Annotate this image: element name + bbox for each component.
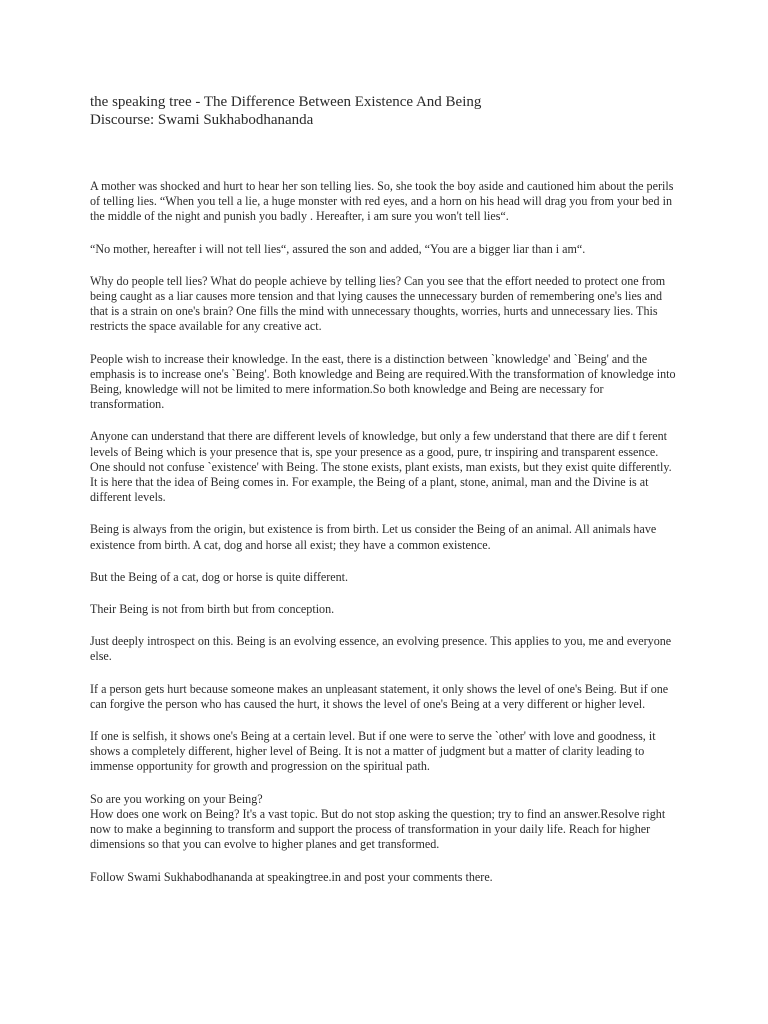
paragraph-7: But the Being of a cat, dog or horse is quite different. — [90, 569, 349, 584]
document-title: the speaking tree - The Difference Between Existence And Being — [90, 94, 482, 110]
paragraph-13: How does one work on Being? It's a vast topic. But do not stop asking the question; try to find an answer.Resolve right now to make a beginning to transform and support the process of transformation in your daily life. Reach for higher dimensions so that you can evolve to higher planes and get transformed. — [90, 806, 666, 852]
document-body — [90, 179, 680, 885]
paragraph-4: People wish to increase their knowledge. In the east, there is a distinction between `knowledge' and `Being' and the emphasis is to increase one's `Being'. Both knowledge and Being are required.With the transformation of knowledge into Being, knowledge will not be limited to mere information.So both knowledge and Being are necessary for transformation. — [90, 351, 676, 412]
document-heading — [90, 93, 680, 129]
paragraph-14: Follow Swami Sukhabodhananda at speakingtree.in and post your comments there. — [90, 869, 493, 884]
paragraph-11: If one is selfish, it shows one's Being at a certain level. But if one were to serve the `other' with love and goodness, it shows a completely different, higher level of Being. It is not a matter of judgment but a matter of clarity leading to immense opportunity for growth and progression on the spiritual path. — [90, 729, 656, 774]
document-page — [90, 93, 680, 902]
paragraph-1: A mother was shocked and hurt to hear her son telling lies. So, she took the boy aside and cautioned him about the perils of telling lies. “When you tell a lie, a huge monster with red eyes, and a horn on his head will drag you from your bed in the middle of the night and punish you badly . Hereafter, i am sure you won't tell lies“. — [90, 179, 674, 224]
paragraph-8: Their Being is not from birth but from conception. — [90, 602, 335, 617]
paragraph-9: Just deeply introspect on this. Being is an evolving essence, an evolving presence. This applies to you, me and everyone else. — [90, 634, 672, 664]
paragraph-6: Being is always from the origin, but existence is from birth. Let us consider the Being of an animal. All animals have existence from birth. A cat, dog and horse all exist; they have a common existence. — [90, 522, 657, 552]
paragraph-2: “No mother, hereafter i will not tell lies“, assured the son and added, “You are a bigger liar than i am“. — [90, 241, 586, 256]
paragraph-3: Why do people tell lies? What do people achieve by telling lies? Can you see that the effort needed to protect one from being caught as a liar causes more tension and that lying causes the unnecessary burden of remembering one's lies and that is a strain on one's brain? One fills the mind with unnecessary thoughts, worries, hurts and unnecessary lies. This restricts the space available for any creative act. — [90, 273, 666, 334]
paragraph-12: So are you working on your Being? — [90, 791, 263, 806]
document-author: Discourse: Swami Sukhabodhananda — [90, 112, 314, 128]
paragraph-5: Anyone can understand that there are different levels of knowledge, but only a few understand that there are dif t ferent levels of Being which is your presence that is, spe your presence as a good, pure, tr inspiring and transparent essence. One should not confuse `existence' with Being. The stone exists, plant exists, man exists, but they exist quite differently. It is here that the idea of Being comes in. For example, the Being of a plant, stone, animal, man and the Divine is at different levels. — [90, 429, 672, 505]
paragraph-10: If a person gets hurt because someone makes an unpleasant statement, it only shows the level of one's Being. But if one can forgive the person who has caused the hurt, it shows the level of one's Being at a very different or higher level. — [90, 681, 669, 711]
